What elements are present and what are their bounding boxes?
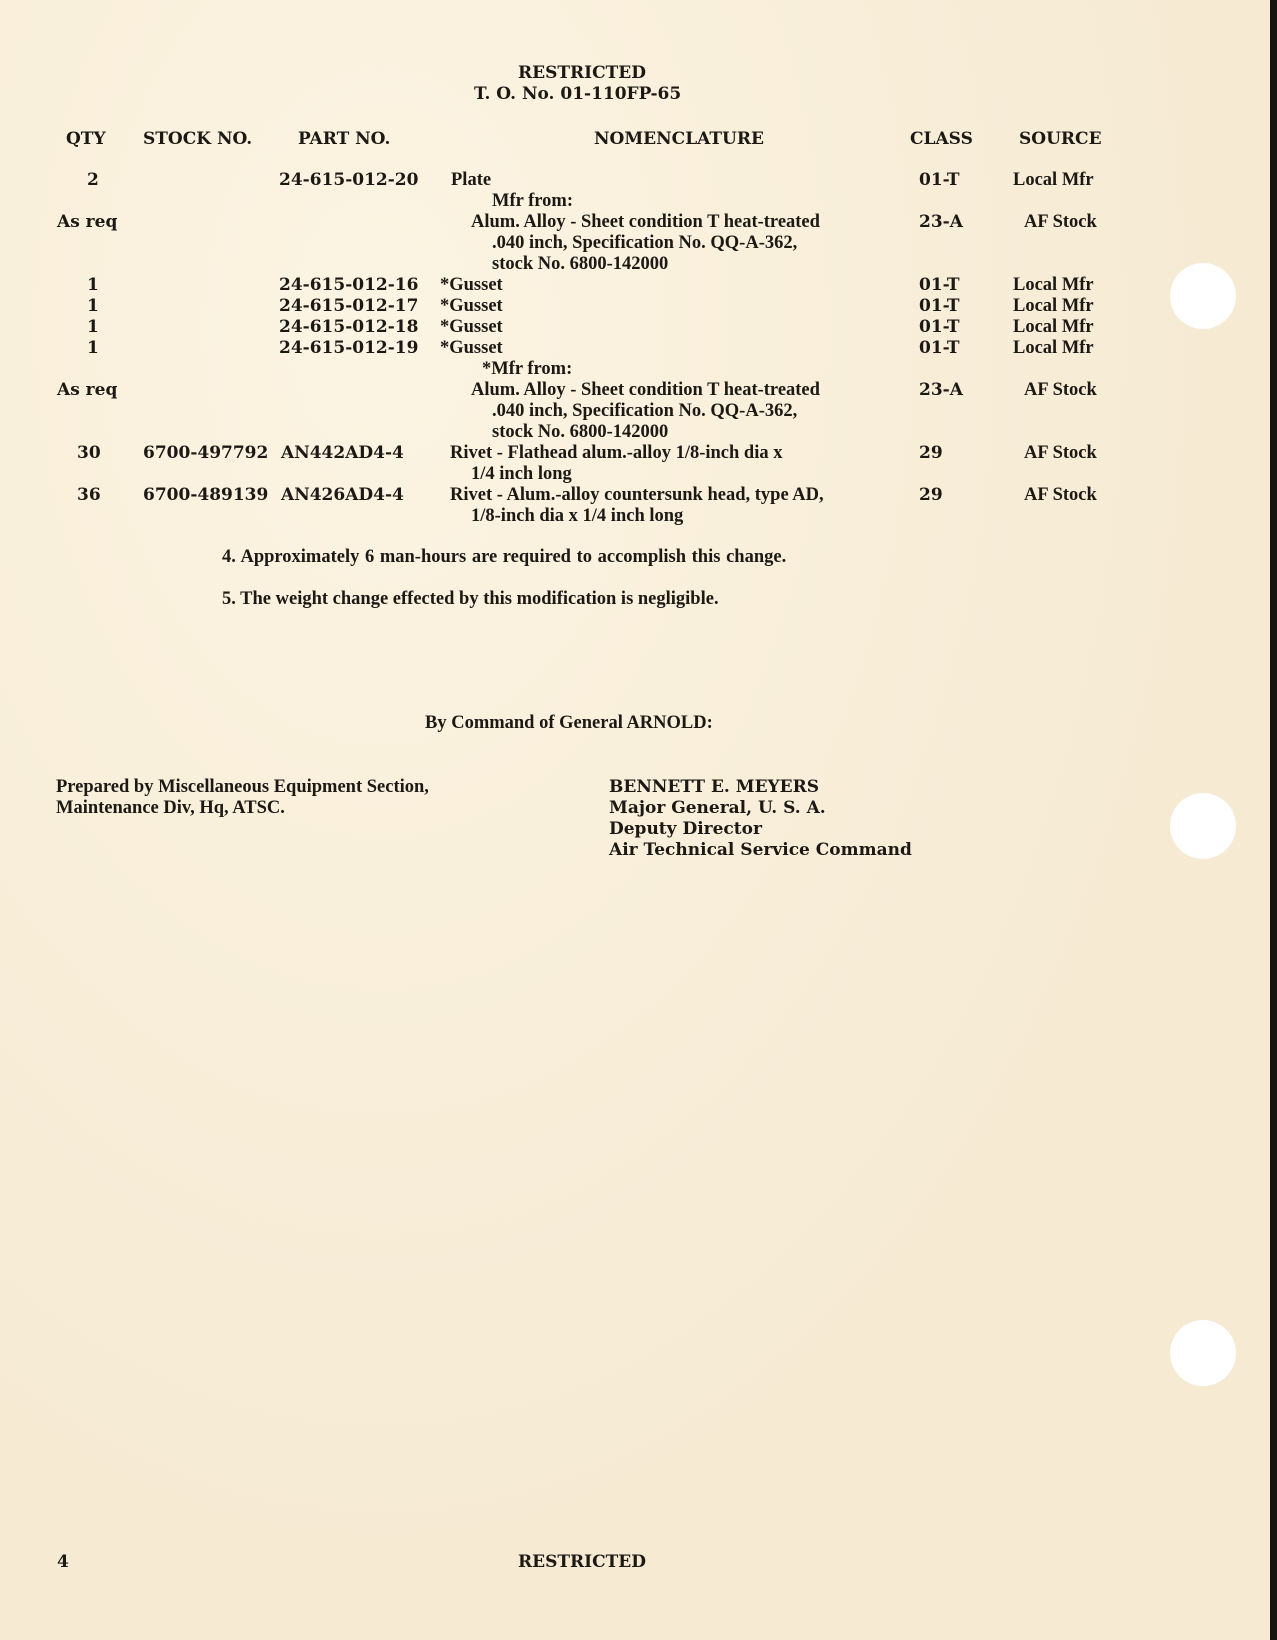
qty: 1 — [87, 275, 99, 295]
command-line: By Command of General ARNOLD: — [425, 713, 713, 733]
source: Local Mfr — [1013, 296, 1094, 316]
part-no: 24-615-012-17 — [279, 296, 419, 316]
prepared-by-line-2: Maintenance Div, Hq, ATSC. — [56, 798, 285, 818]
nomenclature: 1/8-inch dia x 1/4 inch long — [471, 506, 684, 526]
nomenclature: *Gusset — [440, 338, 503, 358]
signatory-title: Deputy Director — [609, 819, 762, 839]
nomenclature: Mfr from: — [492, 191, 573, 211]
page-number: 4 — [57, 1552, 69, 1572]
col-header-source: SOURCE — [1019, 129, 1102, 149]
class: 23-A — [919, 212, 963, 232]
stock-no: 6700-497792 — [143, 443, 269, 463]
nomenclature: Rivet - Flathead alum.-alloy 1/8-inch dia x — [450, 443, 783, 463]
document-number: T. O. No. 01-110FP-65 — [474, 84, 682, 104]
note-4: 4. Approximately 6 man-hours are required to accomplish this change. — [222, 547, 787, 567]
source: Local Mfr — [1013, 275, 1094, 295]
qty: As req — [57, 212, 118, 232]
nomenclature: .040 inch, Specification No. QQ-A-362, — [492, 401, 798, 421]
nomenclature: Alum. Alloy - Sheet condition T heat-treated — [471, 212, 820, 232]
class: 23-A — [919, 380, 963, 400]
class: 01-T — [919, 338, 960, 358]
source: AF Stock — [1024, 212, 1097, 232]
nomenclature: *Gusset — [440, 275, 503, 295]
signatory-command: Air Technical Service Command — [609, 840, 912, 860]
qty: 2 — [87, 170, 99, 190]
nomenclature: Rivet - Alum.-alloy countersunk head, type AD, — [450, 485, 824, 505]
class: 29 — [919, 485, 943, 505]
part-no: 24-615-012-20 — [279, 170, 419, 190]
col-header-part-no: PART NO. — [298, 129, 391, 149]
nomenclature: stock No. 6800-142000 — [492, 422, 669, 442]
binder-hole — [1170, 1320, 1236, 1386]
nomenclature: *Gusset — [440, 296, 503, 316]
nomenclature: Plate — [451, 170, 492, 190]
part-no: 24-615-012-18 — [279, 317, 419, 337]
part-no: AN426AD4-4 — [281, 485, 404, 505]
source: AF Stock — [1024, 380, 1097, 400]
source: AF Stock — [1024, 443, 1097, 463]
part-no: 24-615-012-16 — [279, 275, 419, 295]
source: Local Mfr — [1013, 338, 1094, 358]
header-classification: RESTRICTED — [518, 63, 646, 83]
stock-no: 6700-489139 — [143, 485, 269, 505]
source: AF Stock — [1024, 485, 1097, 505]
qty: 1 — [87, 296, 99, 316]
qty: 1 — [87, 317, 99, 337]
footer-classification: RESTRICTED — [518, 1552, 646, 1572]
nomenclature: .040 inch, Specification No. QQ-A-362, — [492, 233, 798, 253]
qty: As req — [57, 380, 118, 400]
signatory-name: BENNETT E. MEYERS — [609, 777, 820, 797]
class: 01-T — [919, 317, 960, 337]
part-no: AN442AD4-4 — [281, 443, 404, 463]
col-header-qty: QTY — [66, 129, 106, 149]
col-header-stock-no: STOCK NO. — [143, 129, 253, 149]
prepared-by-line-1: Prepared by Miscellaneous Equipment Section, — [56, 777, 429, 797]
nomenclature: 1/4 inch long — [471, 464, 572, 484]
class: 01-T — [919, 170, 960, 190]
col-header-nomenclature: NOMENCLATURE — [594, 129, 764, 149]
qty: 30 — [77, 443, 101, 463]
class: 01-T — [919, 296, 960, 316]
nomenclature: stock No. 6800-142000 — [492, 254, 669, 274]
col-header-class: CLASS — [910, 129, 973, 149]
class: 01-T — [919, 275, 960, 295]
nomenclature: *Mfr from: — [482, 359, 573, 379]
nomenclature: *Gusset — [440, 317, 503, 337]
qty: 1 — [87, 338, 99, 358]
qty: 36 — [77, 485, 101, 505]
source: Local Mfr — [1013, 317, 1094, 337]
class: 29 — [919, 443, 943, 463]
source: Local Mfr — [1013, 170, 1094, 190]
signatory-rank: Major General, U. S. A. — [609, 798, 826, 818]
nomenclature: Alum. Alloy - Sheet condition T heat-treated — [471, 380, 820, 400]
binder-hole — [1170, 263, 1236, 329]
binder-hole — [1170, 793, 1236, 859]
part-no: 24-615-012-19 — [279, 338, 419, 358]
note-5: 5. The weight change effected by this modification is negligible. — [222, 589, 719, 609]
